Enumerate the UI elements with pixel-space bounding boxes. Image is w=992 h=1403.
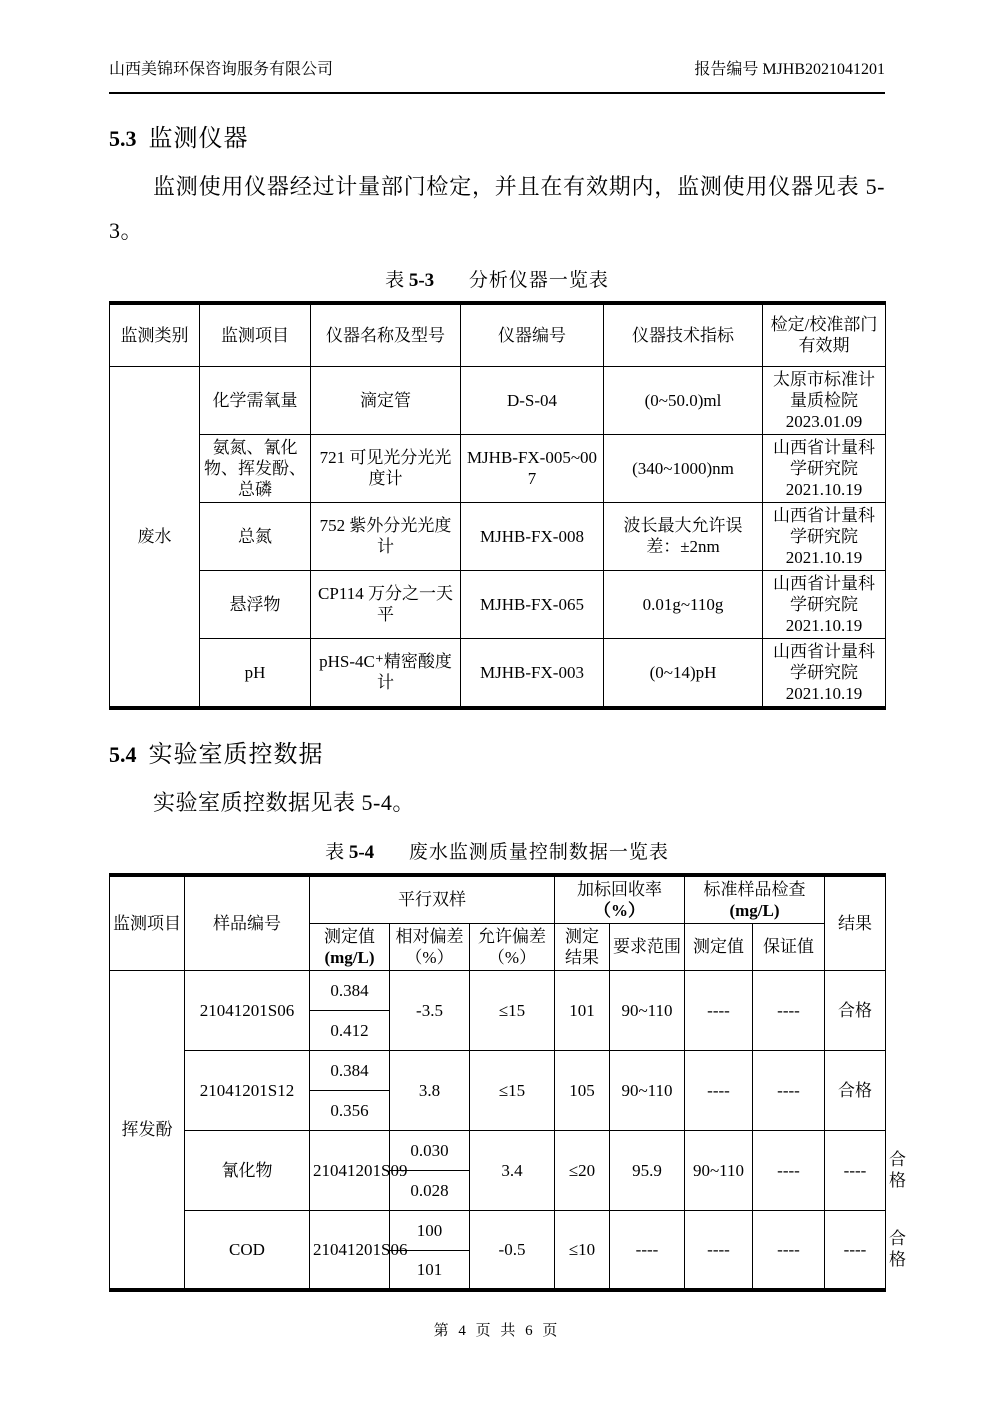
instrument-table [109,301,886,710]
cell-result: 合格 [825,1050,886,1130]
dept-name: 山西省计量科学研究院 [773,641,875,682]
col-header-spec: 仪器技术指标 [604,303,763,366]
caption-number: 5-4 [348,841,375,863]
cell-value-1: 100 [390,1210,470,1250]
cell-recovery: ---- [610,1210,685,1290]
cell-dept [763,570,886,638]
caption-title: 废水监测质量控制数据一览表 [408,841,669,863]
table-row [110,502,886,570]
cell-item: 总氮 [200,502,311,570]
table-row: 氰化物 21041201S09 0.030 3.4 ≤20 95.9 90~110 ---- ---- 合格 [110,1130,886,1170]
col-header-item: 监测项目 [110,875,185,971]
cell-allowed-dev: ≤15 [470,970,555,1050]
cell-dept [763,502,886,570]
group-label-line2: (mg/L) [729,900,780,920]
cell-relative-dev: 3.8 [390,1050,470,1130]
table-row [110,970,886,1010]
cell-range: 90~110 [610,970,685,1050]
group-label-line1: 加标回收率 [577,879,662,899]
company-name: 山西美锦环保咨询服务有限公司 [109,61,334,78]
page-header [109,56,885,94]
section-heading-5-4 [109,734,885,769]
cell-value-2: 0.356 [310,1090,390,1130]
cell-dept [763,638,886,708]
cell-instrument: 滴定管 [311,366,461,434]
cell-spec: 波长最大允许误差：±2nm [604,502,763,570]
cell-value-1: 0.384 [310,1050,390,1090]
cell-std-certified: ---- [825,1130,886,1210]
valid-date: 2023.01.09 [785,411,863,431]
cell-item: 化学需氧量 [200,366,311,434]
col-group-parallel: 平行双样 [310,875,555,924]
valid-date: 2021.10.19 [785,547,863,567]
cell-spec: (0~50.0)ml [604,366,763,434]
cell-std-certified: ---- [753,1050,825,1130]
valid-date: 2021.10.19 [785,683,863,703]
cell-instrument: 752 紫外分光光度计 [311,502,461,570]
cell-allowed-dev: ≤15 [470,1050,555,1130]
cell-recovery: 95.9 [610,1130,685,1210]
cell-relative-dev: -0.5 [470,1210,555,1290]
report-number: 报告编号 MJHB2021041201 [694,61,885,78]
col-group-standard [685,875,825,924]
valid-date: 2021.10.19 [785,479,863,499]
table-row [110,570,886,638]
col-header-sample: 样品编号 [185,875,310,971]
cell-std-measured: ---- [685,1050,753,1130]
cell-range: 90~110 [610,1050,685,1130]
subcol-std-measured: 测定值 [685,923,753,970]
paragraph-5-3: 监测使用仪器经过计量部门检定，并且在有效期内，监测使用仪器见表 5-3。 [109,174,885,243]
cell-recovery: 101 [555,970,610,1050]
col-header-category: 监测类别 [110,303,200,366]
cell-item: 悬浮物 [200,570,311,638]
col-group-recovery [555,875,685,924]
caption-prefix: 表 [385,270,405,291]
cell-sample-id: 21041201S06 [310,1210,390,1290]
table-5-3-caption [109,265,885,292]
cell-std-measured: ---- [753,1130,825,1210]
table-row [110,638,886,708]
col-header-item: 监测项目 [200,303,311,366]
cell-item: 挥发酚 [110,970,185,1290]
table-row [110,366,886,434]
cell-spec: (0~14)pH [604,638,763,708]
dept-name: 太原市标准计量质检院 [773,369,875,410]
cell-relative-dev: -3.5 [390,970,470,1050]
paragraph-5-4: 实验室质控数据见表 5-4。 [153,789,415,815]
subcol-recovery-result: 测定结果 [555,923,610,970]
cell-code: MJHB-FX-008 [461,502,604,570]
cell-std-measured: ---- [753,1210,825,1290]
table-header-row [110,303,886,366]
cell-value-1: 0.030 [390,1130,470,1170]
cell-spec: 0.01g~110g [604,570,763,638]
dept-name: 山西省计量科学研究院 [773,505,875,546]
subcol-measured [310,923,390,970]
caption-number: 5-3 [408,270,435,291]
table-row [110,434,886,502]
cell-allowed-dev: ≤20 [555,1130,610,1210]
cell-item: 氨氮、氰化物、挥发酚、总磷 [200,434,311,502]
cell-relative-dev: 3.4 [470,1130,555,1210]
dept-name: 山西省计量科学研究院 [773,573,875,614]
subcol-required-range: 要求范围 [610,923,685,970]
cell-item: 氰化物 [185,1130,310,1210]
page-number: 第 4 页 共 6 页 [433,1323,561,1339]
cell-instrument: pHS-4C⁺精密酸度计 [311,638,461,708]
group-label-line2: （%） [594,900,645,920]
cell-instrument: CP114 万分之一天平 [311,570,461,638]
section-title: 监测仪器 [148,126,249,152]
page-footer [109,1319,885,1340]
cell-allowed-dev: ≤10 [555,1210,610,1290]
section-heading-5-3 [109,118,885,153]
section-title: 实验室质控数据 [148,741,324,768]
cell-category: 废水 [110,366,200,708]
col-header-code: 仪器编号 [461,303,604,366]
cell-item: COD [185,1210,310,1290]
cell-sample-id: 21041201S12 [185,1050,310,1130]
cell-item: pH [200,638,311,708]
col-header-dept: 检定/校准部门有效期 [763,303,886,366]
cell-code: MJHB-FX-065 [461,570,604,638]
subcol-allowed-dev: 允许偏差（%） [470,923,555,970]
sub-label-line1: 测定值 [324,926,375,946]
cell-range: 90~110 [685,1130,753,1210]
col-header-result: 结果 [825,875,886,971]
cell-sample-id: 21041201S06 [185,970,310,1050]
cell-std-certified: ---- [753,970,825,1050]
cell-range: ---- [685,1210,753,1290]
cell-value-2: 0.028 [390,1170,470,1210]
cell-sample-id: 21041201S09 [310,1130,390,1210]
table-row: COD 21041201S06 100 -0.5 ≤10 ---- ---- ---- ---- 合格 [110,1210,886,1250]
cell-result: 合格 [825,970,886,1050]
cell-value-2: 0.412 [310,1010,390,1050]
cell-value-2: 101 [390,1250,470,1290]
cell-code: D-S-04 [461,366,604,434]
subcol-relative-dev: 相对偏差（%） [390,923,470,970]
table-row [110,1050,886,1090]
sub-label-line2: (mg/L) [324,947,375,967]
qc-data-table [109,873,906,1293]
col-header-instrument: 仪器名称及型号 [311,303,461,366]
cell-std-measured: ---- [685,970,753,1050]
cell-spec: (340~1000)nm [604,434,763,502]
cell-dept [763,366,886,434]
valid-date: 2021.10.19 [785,615,863,635]
table-header-row [110,875,886,924]
caption-title: 分析仪器一览表 [468,270,609,291]
cell-instrument: 721 可见光分光光度计 [311,434,461,502]
cell-std-certified: ---- [825,1210,886,1290]
cell-recovery: 105 [555,1050,610,1130]
caption-prefix: 表 [325,841,345,863]
section-number: 5.4 [109,741,137,767]
dept-name: 山西省计量科学研究院 [773,437,875,478]
cell-dept [763,434,886,502]
group-label-line1: 标准样品检查 [703,879,806,899]
cell-code: MJHB-FX-003 [461,638,604,708]
subcol-std-certified: 保证值 [753,923,825,970]
cell-value-1: 0.384 [310,970,390,1010]
table-5-4-caption [109,837,885,864]
section-number: 5.3 [109,126,137,151]
cell-code: MJHB-FX-005~007 [461,434,604,502]
